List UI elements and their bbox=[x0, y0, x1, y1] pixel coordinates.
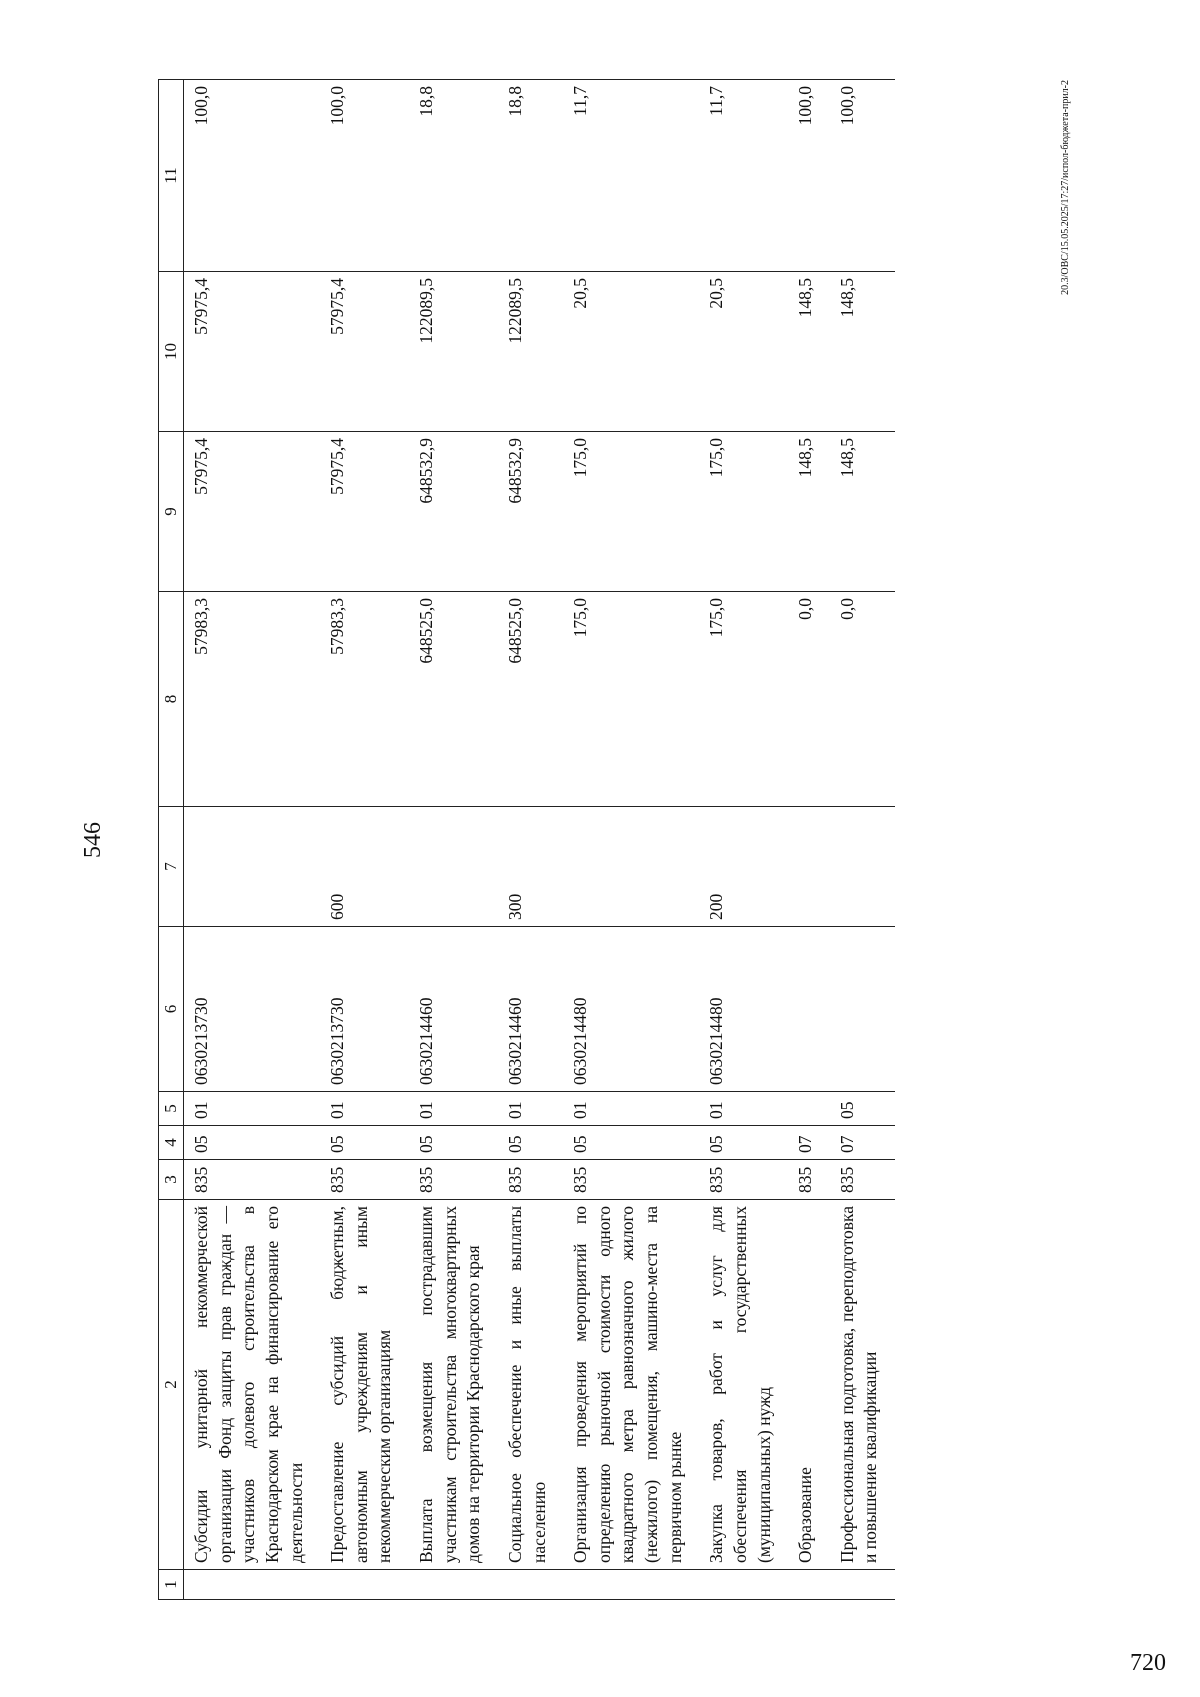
table-cell-col-8: 57983,3 bbox=[184, 592, 321, 807]
table-cell-col-1 bbox=[409, 1570, 498, 1600]
table-cell-col-6: 0630214460 bbox=[498, 927, 563, 1092]
document-stamp: 20.3/ОВС/15.05.2025/17:27/испол-бюджета-прил-2 bbox=[1060, 80, 1071, 295]
table-cell-col-1 bbox=[788, 1570, 830, 1600]
table-cell-col-3: 835 bbox=[498, 1160, 563, 1200]
table-cell-col-7 bbox=[788, 807, 830, 927]
table-cell-col-1 bbox=[184, 1570, 321, 1600]
table-cell-col-1 bbox=[320, 1570, 409, 1600]
table-cell-col-4: 05 bbox=[409, 1126, 498, 1160]
table-cell-col-8: 648525,0 bbox=[498, 592, 563, 807]
column-header: 8 bbox=[159, 592, 184, 807]
table-cell-col-11: 11,7 bbox=[699, 80, 788, 272]
table-cell-col-8: 175,0 bbox=[563, 592, 699, 807]
table-cell-col-5: 05 bbox=[830, 1092, 895, 1126]
column-header: 7 bbox=[159, 807, 184, 927]
table-cell-col-6: 0630214480 bbox=[699, 927, 788, 1092]
table-cell-col-7: 300 bbox=[498, 807, 563, 927]
table-cell-col-7 bbox=[409, 807, 498, 927]
column-header: 10 bbox=[159, 272, 184, 432]
document-page-number: 546 bbox=[80, 822, 106, 858]
table-cell-col-10: 148,5 bbox=[830, 272, 895, 432]
table-cell-col-6: 0630214480 bbox=[563, 927, 699, 1092]
column-header: 1 bbox=[159, 1570, 184, 1600]
table-cell-col-4: 05 bbox=[498, 1126, 563, 1160]
table-cell-col-2: Образование bbox=[788, 1200, 830, 1570]
table-cell-col-1 bbox=[699, 1570, 788, 1600]
table-cell-col-10: 57975,4 bbox=[320, 272, 409, 432]
budget-table bbox=[158, 79, 895, 1600]
table-cell-col-4: 05 bbox=[320, 1126, 409, 1160]
table-row bbox=[184, 80, 321, 1600]
table-cell-col-4: 05 bbox=[699, 1126, 788, 1160]
table-row bbox=[788, 80, 830, 1600]
table-cell-col-6 bbox=[788, 927, 830, 1092]
table-cell-col-11: 100,0 bbox=[320, 80, 409, 272]
column-header: 4 bbox=[159, 1126, 184, 1160]
table-row bbox=[498, 80, 563, 1600]
table-cell-col-3: 835 bbox=[184, 1160, 321, 1200]
table-cell-col-10: 148,5 bbox=[788, 272, 830, 432]
column-header: 2 bbox=[159, 1200, 184, 1570]
table-cell-col-1 bbox=[498, 1570, 563, 1600]
table-cell-col-4: 05 bbox=[184, 1126, 321, 1160]
table-cell-col-10: 20,5 bbox=[699, 272, 788, 432]
table-row bbox=[563, 80, 699, 1600]
table-cell-col-4: 07 bbox=[788, 1126, 830, 1160]
table-cell-col-3: 835 bbox=[409, 1160, 498, 1200]
table-cell-col-8: 648525,0 bbox=[409, 592, 498, 807]
table-cell-col-6: 0630213730 bbox=[320, 927, 409, 1092]
table-cell-col-10: 122089,5 bbox=[498, 272, 563, 432]
table-cell-col-6: 0630213730 bbox=[184, 927, 321, 1092]
table-cell-col-5 bbox=[788, 1092, 830, 1126]
table-cell-col-2: Социальное обеспечение и иные выплаты населению bbox=[498, 1200, 563, 1570]
table-cell-col-11: 18,8 bbox=[409, 80, 498, 272]
table-cell-col-8: 57983,3 bbox=[320, 592, 409, 807]
table-cell-col-8: 0,0 bbox=[788, 592, 830, 807]
table-cell-col-2: Субсидии унитарной некоммерческой организации Фонд защиты прав граждан — участников долевого строительства в Краснодарском крае на финансирование его деятельности bbox=[184, 1200, 321, 1570]
table-cell-col-5: 01 bbox=[184, 1092, 321, 1126]
table-cell-col-9: 57975,4 bbox=[184, 432, 321, 592]
table-cell-col-6 bbox=[830, 927, 895, 1092]
table-cell-col-2: Организация проведения мероприятий по определению рыночной стоимости одного квадратного метра равнозначного жилого (нежилого) помещения, машино-места на первичном рынке bbox=[563, 1200, 699, 1570]
table-cell-col-5: 01 bbox=[699, 1092, 788, 1126]
table-cell-col-2: Выплата возмещения пострадавшим участникам строительства многоквартирных домов на территории Краснодарского края bbox=[409, 1200, 498, 1570]
column-header: 3 bbox=[159, 1160, 184, 1200]
table-row bbox=[320, 80, 409, 1600]
page-number: 720 bbox=[1130, 1650, 1166, 1676]
table-cell-col-9: 175,0 bbox=[563, 432, 699, 592]
table-cell-col-3: 835 bbox=[830, 1160, 895, 1200]
table-cell-col-7 bbox=[563, 807, 699, 927]
table-cell-col-8: 0,0 bbox=[830, 592, 895, 807]
rotated-page-content bbox=[60, 40, 1080, 1640]
table-row bbox=[830, 80, 895, 1600]
table-cell-col-10: 57975,4 bbox=[184, 272, 321, 432]
table-cell-col-3: 835 bbox=[320, 1160, 409, 1200]
table-cell-col-9: 148,5 bbox=[788, 432, 830, 592]
table-cell-col-3: 835 bbox=[563, 1160, 699, 1200]
table-cell-col-7 bbox=[184, 807, 321, 927]
table-cell-col-1 bbox=[830, 1570, 895, 1600]
table-cell-col-9: 648532,9 bbox=[409, 432, 498, 592]
table-cell-col-11: 11,7 bbox=[563, 80, 699, 272]
table-row bbox=[409, 80, 498, 1600]
table-cell-col-11: 100,0 bbox=[184, 80, 321, 272]
column-header: 9 bbox=[159, 432, 184, 592]
table-cell-col-7: 200 bbox=[699, 807, 788, 927]
column-header: 6 bbox=[159, 927, 184, 1092]
table-cell-col-5: 01 bbox=[563, 1092, 699, 1126]
table-cell-col-10: 20,5 bbox=[563, 272, 699, 432]
table-cell-col-3: 835 bbox=[788, 1160, 830, 1200]
table-row bbox=[699, 80, 788, 1600]
table-cell-col-11: 100,0 bbox=[830, 80, 895, 272]
table-cell-col-7 bbox=[830, 807, 895, 927]
table-cell-col-3: 835 bbox=[699, 1160, 788, 1200]
table-cell-col-7: 600 bbox=[320, 807, 409, 927]
table-cell-col-6: 0630214460 bbox=[409, 927, 498, 1092]
table-cell-col-5: 01 bbox=[320, 1092, 409, 1126]
table-cell-col-9: 175,0 bbox=[699, 432, 788, 592]
table-cell-col-8: 175,0 bbox=[699, 592, 788, 807]
table-cell-col-2: Закупка товаров, работ и услуг для обеспечения государственных (муниципальных) нужд bbox=[699, 1200, 788, 1570]
table-cell-col-5: 01 bbox=[498, 1092, 563, 1126]
table-cell-col-4: 07 bbox=[830, 1126, 895, 1160]
table-cell-col-9: 648532,9 bbox=[498, 432, 563, 592]
table-header-row bbox=[159, 80, 184, 1600]
table-cell-col-2: Профессиональная подготовка, переподготовка и повышение квалификации bbox=[830, 1200, 895, 1570]
table-cell-col-5: 01 bbox=[409, 1092, 498, 1126]
table-cell-col-2: Предоставление субсидий бюджетным, автономным учреждениям и иным некоммерческим организациям bbox=[320, 1200, 409, 1570]
table-cell-col-10: 122089,5 bbox=[409, 272, 498, 432]
table-cell-col-1 bbox=[563, 1570, 699, 1600]
table-cell-col-4: 05 bbox=[563, 1126, 699, 1160]
table-cell-col-11: 100,0 bbox=[788, 80, 830, 272]
column-header: 5 bbox=[159, 1092, 184, 1126]
column-header: 11 bbox=[159, 80, 184, 272]
table-cell-col-11: 18,8 bbox=[498, 80, 563, 272]
table-cell-col-9: 57975,4 bbox=[320, 432, 409, 592]
table-cell-col-9: 148,5 bbox=[830, 432, 895, 592]
